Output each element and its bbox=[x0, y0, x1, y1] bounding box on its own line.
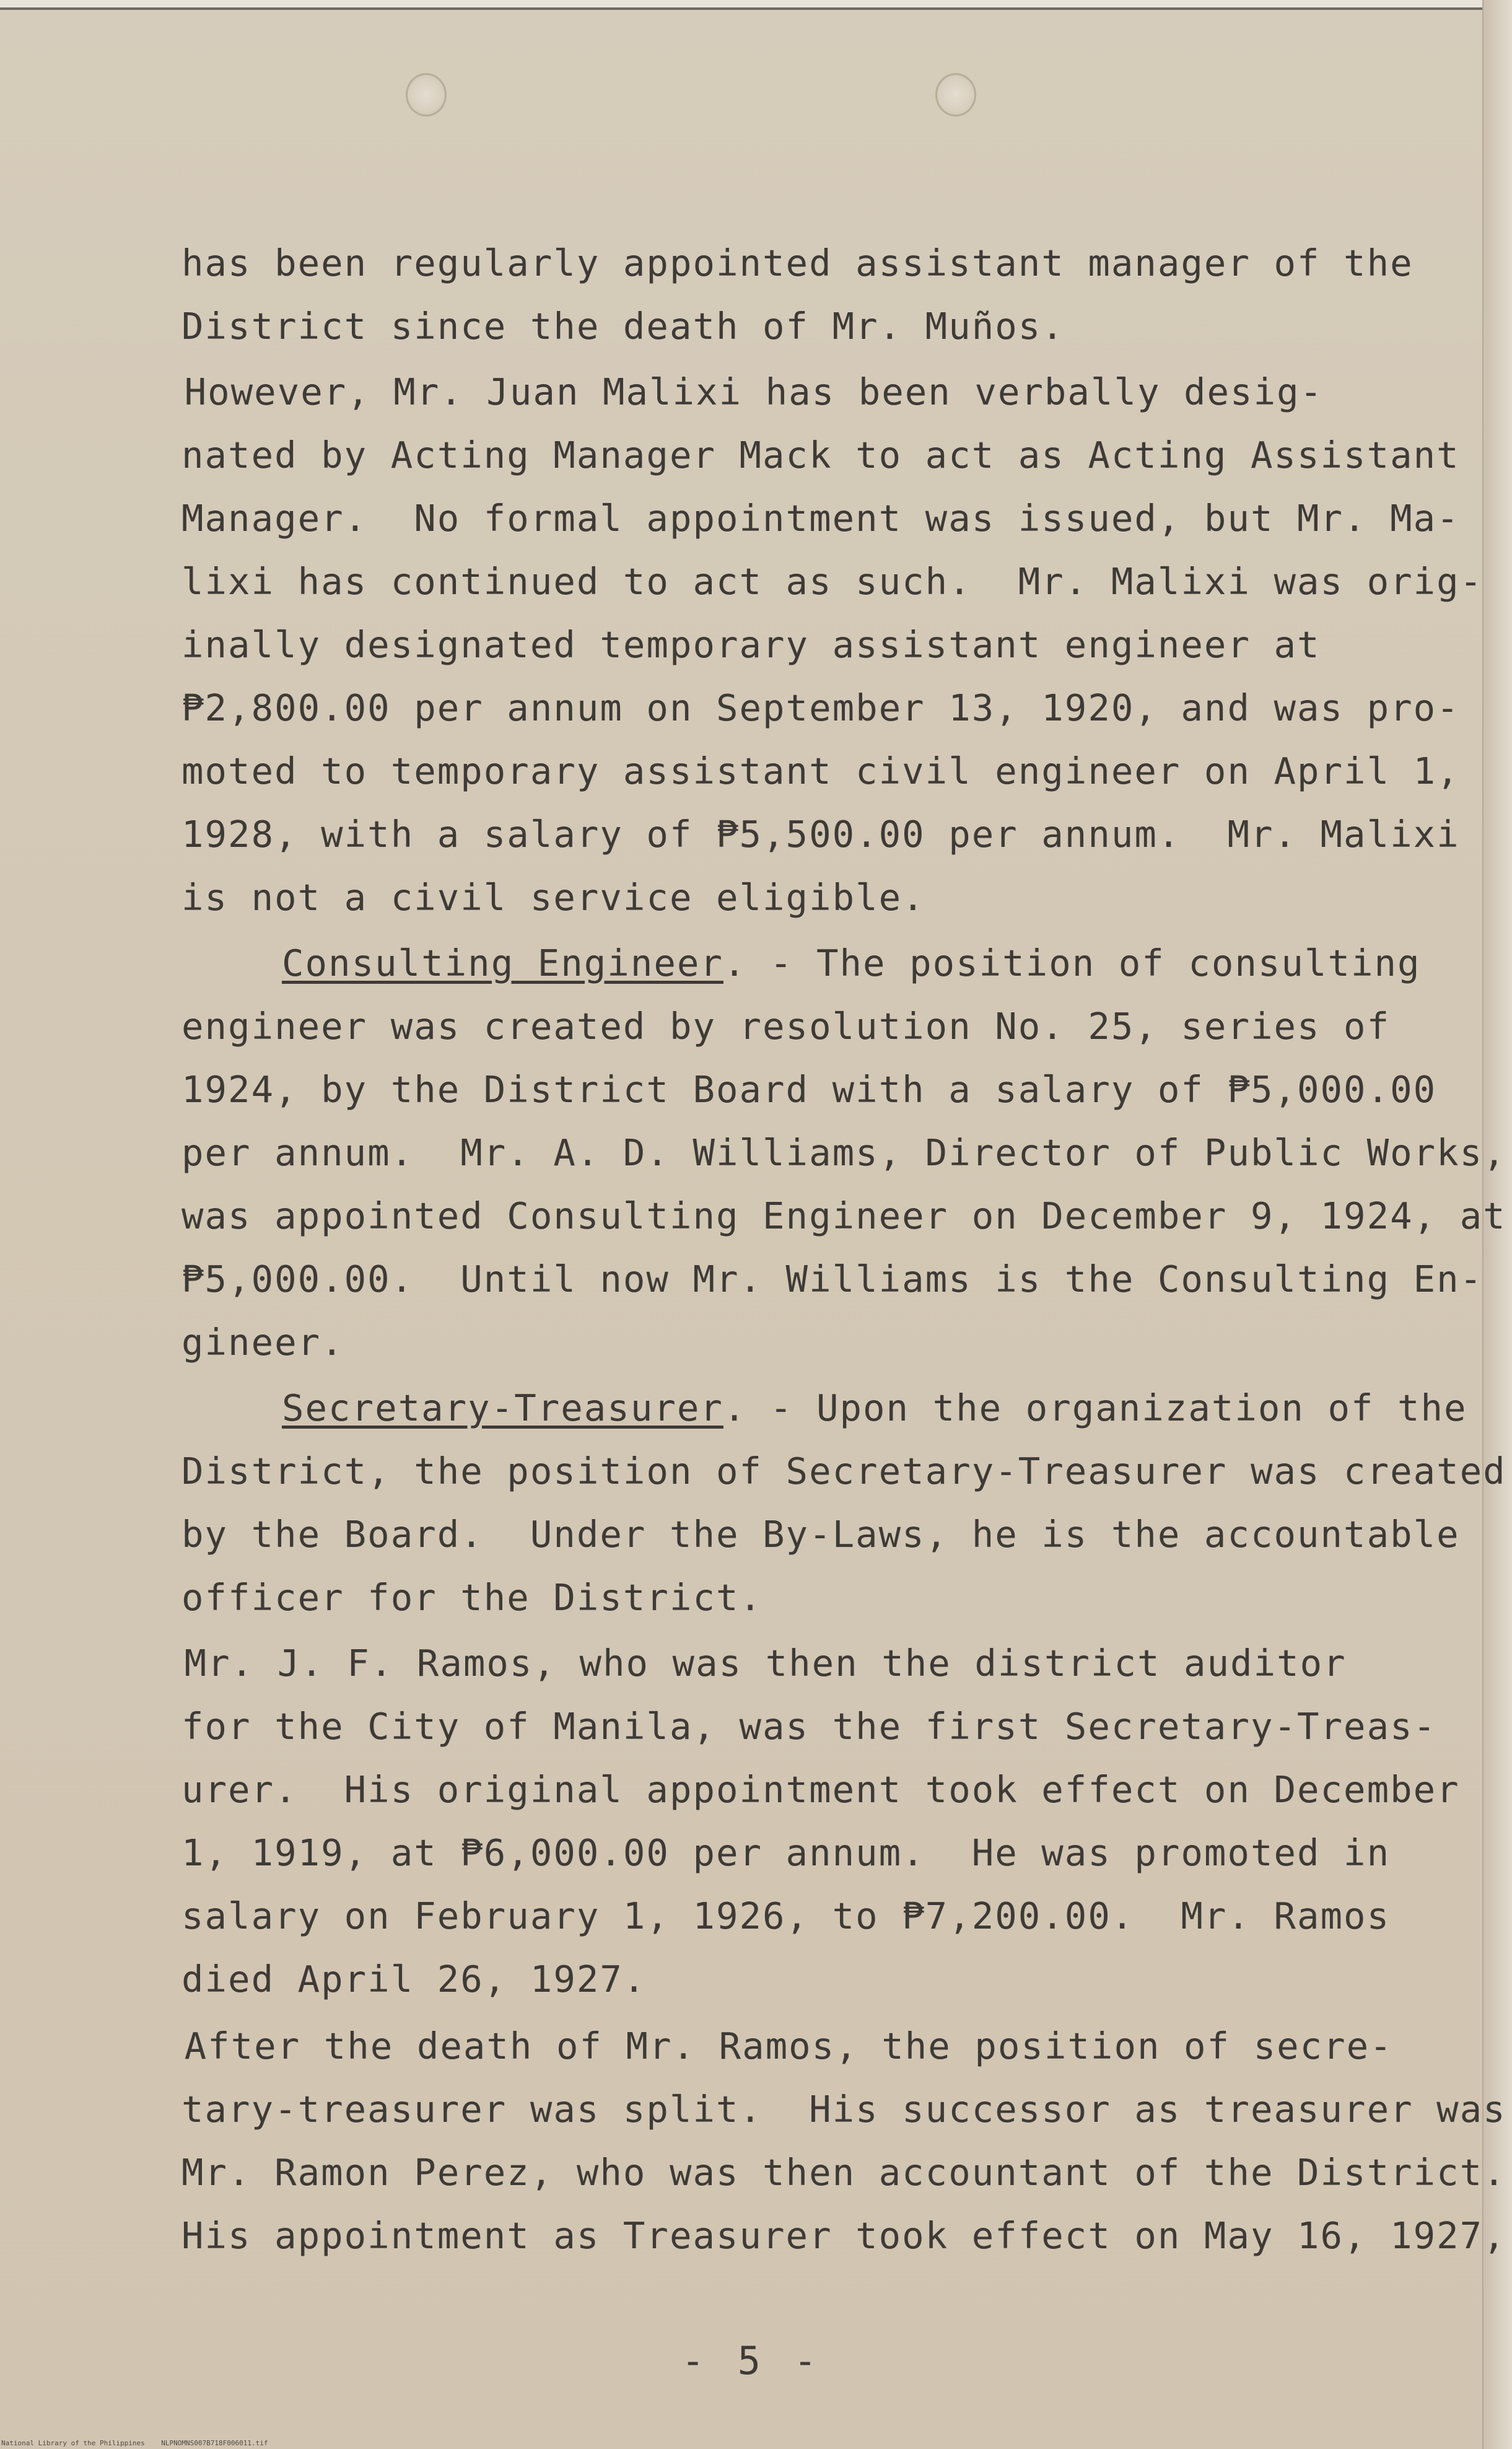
text-line: 1, 1919, at ₱6,000.00 per annum. He was promoted in bbox=[181, 1831, 1391, 1874]
text-line: tary-treasurer was split. His successor as treasurer was bbox=[181, 2088, 1506, 2131]
section-heading: Secretary-Treasurer bbox=[282, 1387, 723, 1429]
heading-continuation: . - Upon the organization of the bbox=[723, 1387, 1467, 1429]
punch-hole-right bbox=[935, 73, 976, 116]
text-line: Manager. No formal appointment was issued, but Mr. Ma- bbox=[181, 497, 1460, 540]
text-line: After the death of Mr. Ramos, the position of secre- bbox=[68, 2025, 1393, 2067]
heading-continuation: . - The position of consulting bbox=[723, 942, 1421, 984]
text-line: officer for the District. bbox=[181, 1576, 763, 1619]
text-line: Mr. Ramon Perez, who was then accountant of the District. bbox=[181, 2151, 1506, 2194]
text-line: salary on February 1, 1926, to ₱7,200.00. Mr. Ramos bbox=[181, 1895, 1391, 1937]
text-line: 1924, by the District Board with a salary of ₱5,000.00 bbox=[181, 1068, 1437, 1111]
heading-line bbox=[282, 942, 1421, 985]
section-heading: Consulting Engineer bbox=[282, 942, 723, 984]
punch-hole-left bbox=[406, 73, 447, 116]
text-line: ₱2,800.00 per annum on September 13, 1920, and was pro- bbox=[181, 686, 1460, 729]
text-line: by the Board. Under the By-Laws, he is the accountable bbox=[181, 1513, 1460, 1556]
text-line: engineer was created by resolution No. 25, series of bbox=[181, 1005, 1391, 1048]
text-line: is not a civil service eligible. bbox=[181, 876, 925, 919]
text-line: 1928, with a salary of ₱5,500.00 per annum. Mr. Malixi bbox=[181, 813, 1460, 856]
text-line: inally designated temporary assistant engineer at bbox=[181, 623, 1321, 666]
text-line: for the City of Manila, was the first Secretary-Treas- bbox=[181, 1705, 1437, 1748]
text-line: nated by Acting Manager Mack to act as Acting Assistant bbox=[181, 434, 1460, 476]
text-line: lixi has continued to act as such. Mr. Malixi was orig- bbox=[181, 560, 1484, 603]
top-edge bbox=[0, 0, 1512, 10]
text-line: was appointed Consulting Engineer on December 9, 1924, at bbox=[181, 1194, 1506, 1237]
text-line: ₱5,000.00. Until now Mr. Williams is the Consulting En- bbox=[181, 1258, 1484, 1300]
text-line: Mr. J. F. Ramos, who was then the district auditor bbox=[68, 1642, 1347, 1685]
text-line: District since the death of Mr. Muños. bbox=[181, 305, 1065, 348]
text-line: urer. His original appointment took effect on December bbox=[181, 1768, 1460, 1811]
text-line: However, Mr. Juan Malixi has been verbally desig- bbox=[68, 370, 1324, 413]
scan-footer: National Library of the Philippines NLPNOMNS007B718F006011.tif bbox=[1, 2439, 268, 2447]
text-line: gineer. bbox=[181, 1321, 344, 1364]
heading-line bbox=[282, 1387, 1467, 1430]
text-line: moted to temporary assistant civil engineer on April 1, bbox=[181, 750, 1460, 792]
text-line: District, the position of Secretary-Treasurer was created bbox=[181, 1450, 1506, 1492]
text-line: per annum. Mr. A. D. Williams, Director of Public Works, bbox=[181, 1131, 1506, 1174]
text-line: died April 26, 1927. bbox=[181, 1958, 647, 2000]
page-number: - 5 - bbox=[681, 2338, 822, 2383]
text-line: His appointment as Treasurer took effect on May 16, 1927, bbox=[181, 2214, 1506, 2257]
text-line: has been regularly appointed assistant manager of the bbox=[181, 242, 1414, 284]
